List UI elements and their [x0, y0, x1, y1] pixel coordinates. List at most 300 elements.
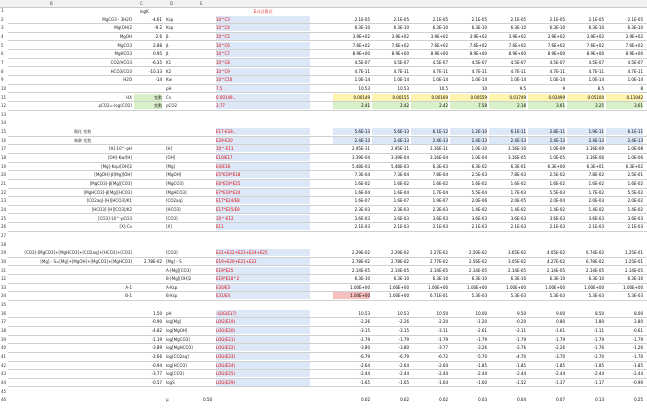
value-cell[interactable]: 6.1E-12 [411, 128, 448, 135]
row-number[interactable]: 9 [1, 77, 4, 83]
value-cell[interactable]: 8.9E+00 [469, 51, 487, 57]
value-cell[interactable]: 9 [562, 85, 565, 91]
value-cell[interactable]: 4.5E-07 [432, 59, 448, 65]
value-cell[interactable]: 5.3E-03 [510, 293, 526, 299]
value-cell[interactable]: 2.1E-05 [588, 16, 604, 22]
row-label[interactable]: HCO3/CO3 [110, 68, 132, 74]
value-cell[interactable]: 3.65E-02 [508, 250, 526, 256]
value-cell[interactable]: 8.5 [597, 85, 604, 91]
value-cell[interactable]: 1.0E-04 [471, 155, 487, 161]
value-cell[interactable]: 8.9E+00 [430, 51, 448, 57]
value-cell[interactable]: -3.11 [437, 328, 448, 334]
value-cell[interactable]: 1.00E+00 [584, 284, 604, 290]
row-label[interactable]: [Mg]・S=[Mg]+[MgOH]+[MgCO3]+[MgHCO3] [40, 258, 132, 264]
value-cell[interactable]: 2.14E-05 [625, 267, 643, 273]
value-cell[interactable]: 6.3E-10 [471, 25, 487, 31]
row-label[interactable]: [X]-Cv [119, 224, 132, 230]
logk-value[interactable]: 1.50 [153, 310, 162, 316]
value-cell[interactable]: 4.27E-02 [547, 258, 565, 264]
formula-cell[interactable]: 3.77 [216, 102, 310, 109]
value-cell[interactable]: 2.4E-13 [333, 137, 370, 144]
logk-label[interactable]: logK [140, 9, 149, 14]
logk-value[interactable]: -4.61 [151, 16, 162, 22]
value-cell[interactable]: 5.3E-03 [549, 293, 565, 299]
formula-heading[interactable]: Eの計算式 [254, 9, 273, 14]
value-cell[interactable]: -1.37 [554, 379, 565, 385]
value-cell[interactable]: 2.14E-05 [469, 267, 487, 273]
value-cell[interactable]: -1.20 [476, 319, 487, 325]
value-cell[interactable]: 3.05E-02 [508, 258, 526, 264]
row-number[interactable]: 8 [1, 68, 4, 74]
value-cell[interactable]: 1.4E-02 [549, 206, 565, 212]
formula-cell[interactable]: -LOG(E17) [216, 310, 310, 317]
value-cell[interactable]: 2.0E-04 [549, 198, 565, 204]
value-cell[interactable]: 10.53 [358, 310, 370, 316]
value-cell[interactable]: -2.26 [359, 319, 370, 325]
value-cell[interactable]: 3.6E-03 [432, 215, 448, 221]
symbol-cell[interactable]: [MgCO3] [166, 181, 184, 186]
row-label[interactable]: A-1 [125, 284, 132, 290]
value-cell[interactable]: 2.0E-05 [510, 198, 526, 204]
row-number[interactable]: 37 [1, 319, 7, 325]
value-cell[interactable]: -2.44 [593, 371, 604, 377]
value-cell[interactable]: 6.1E-11 [606, 128, 643, 135]
value-cell[interactable]: -3.15 [359, 328, 370, 334]
value-cell[interactable]: -2.44 [476, 371, 487, 377]
value-cell[interactable]: 2.1E-05 [354, 16, 370, 22]
formula-cell[interactable]: 10^-E12 [216, 215, 310, 222]
value-cell[interactable]: 7.3E-04 [354, 172, 370, 178]
logk-value[interactable]: -3.89 [151, 345, 162, 351]
row-label[interactable]: MgCO3・3H2O [102, 16, 132, 22]
value-cell[interactable]: 1.0E-08 [627, 146, 643, 152]
value-cell[interactable]: 10.53 [397, 310, 409, 316]
symbol-cell[interactable]: log[MgCO3] [166, 336, 190, 342]
value-cell[interactable]: 10 [481, 85, 487, 91]
mu-cell[interactable]: 0.13 [595, 397, 604, 403]
value-cell[interactable]: 8.00 [634, 310, 643, 316]
value-cell[interactable]: 1.2E-10 [450, 128, 487, 135]
state-variable-label[interactable]: 陽化 変数 [74, 129, 92, 135]
value-cell[interactable]: 6.3E-01 [510, 163, 526, 169]
row-number[interactable]: 46 [1, 397, 7, 403]
value-cell[interactable]: 8.9E+00 [625, 51, 643, 57]
logk-value[interactable]: -14 [155, 77, 162, 83]
value-cell[interactable]: 10.53 [397, 85, 409, 91]
value-cell[interactable]: 1.00E+00 [506, 284, 526, 290]
formula-cell[interactable]: 10^C3 [216, 16, 310, 23]
value-cell[interactable]: 1.00E+00 [350, 284, 370, 290]
value-cell[interactable]: -2.44 [515, 371, 526, 377]
value-cell[interactable]: -1.85 [515, 362, 526, 368]
row-label[interactable]: [HCO3]-[H][CO3]/K2 [91, 206, 132, 212]
formula-cell[interactable]: 7.5 [216, 85, 310, 92]
value-cell[interactable]: -1.65 [398, 379, 409, 385]
row-number[interactable]: 36 [1, 310, 7, 316]
symbol-cell[interactable]: log[Mg] [166, 319, 182, 325]
value-cell[interactable]: -2.70 [593, 354, 604, 359]
formula-cell[interactable]: LOG(E20) [216, 327, 310, 334]
row-number[interactable]: 23 [1, 198, 7, 204]
symbol-cell[interactable]: log[MgHCO3] [166, 345, 193, 351]
value-cell[interactable]: -1.79 [476, 336, 487, 342]
symbol-cell[interactable]: [H] [166, 146, 173, 152]
mu-cell[interactable]: 0.04 [517, 397, 526, 403]
value-cell[interactable]: 2.14E-05 [508, 267, 526, 273]
value-cell[interactable]: -6.79 [359, 354, 370, 359]
value-cell[interactable]: 3.16E-04 [430, 155, 448, 161]
value-cell[interactable]: -1.79 [515, 336, 526, 342]
value-cell[interactable]: 0.00559 [450, 94, 487, 101]
value-cell[interactable]: 8.9E+00 [586, 51, 604, 57]
value-cell[interactable]: -1.79 [632, 336, 643, 342]
value-cell[interactable]: 1.6E-02 [588, 181, 604, 186]
value-cell[interactable]: -0.90 [632, 379, 643, 385]
value-cell[interactable]: 2.5E-01 [627, 172, 643, 178]
formula-cell[interactable]: LOG(E29) [216, 379, 310, 386]
value-cell[interactable]: -1.70 [632, 354, 643, 359]
value-cell[interactable]: 1.4E-02 [627, 206, 643, 212]
formula-cell[interactable]: E19*E25 [216, 267, 310, 274]
value-cell[interactable]: 2.1E-03 [627, 224, 643, 230]
symbol-cell[interactable]: [X] [166, 224, 172, 230]
value-cell[interactable]: 2.3E-03 [432, 206, 448, 212]
row-label[interactable]: pCO2=-log(CO2) [98, 103, 132, 109]
value-cell[interactable]: 4.5E-07 [549, 59, 565, 65]
value-cell[interactable]: 7.6E+02 [352, 42, 370, 48]
value-cell[interactable]: 2.1E-03 [354, 224, 370, 230]
value-cell[interactable]: 10.50 [436, 310, 448, 316]
row-label[interactable]: [H]-10^-pH [108, 146, 132, 152]
row-number[interactable]: 33 [1, 284, 7, 290]
row-number[interactable]: 43 [1, 371, 7, 377]
row-number[interactable]: 30 [1, 258, 7, 264]
row-number[interactable]: 4 [1, 33, 4, 39]
value-cell[interactable]: 6.3E+01 [586, 163, 604, 169]
value-cell[interactable]: 3.6E-03 [627, 215, 643, 221]
formula-cell[interactable]: E17-E18... [216, 128, 310, 135]
value-cell[interactable]: 2.41 [333, 102, 370, 109]
row-number[interactable]: 28 [1, 241, 7, 247]
value-cell[interactable]: 6.3E-10 [549, 276, 565, 282]
value-cell[interactable]: -2.26 [554, 345, 565, 351]
value-cell[interactable]: 1.0E-14 [549, 77, 565, 83]
value-cell[interactable]: 1.0E-14 [393, 77, 409, 83]
row-number[interactable]: 2 [1, 16, 4, 22]
value-cell[interactable]: 2.1E-03 [393, 224, 409, 230]
symbol-cell[interactable]: β [166, 51, 169, 57]
row-number[interactable]: 14 [1, 120, 7, 126]
value-cell[interactable]: 3.9E+02 [586, 33, 604, 39]
value-cell[interactable]: 2.0E-03 [588, 198, 604, 204]
value-cell[interactable]: 2.42 [411, 102, 448, 109]
value-cell[interactable]: 4.7E-11 [627, 68, 643, 74]
value-cell[interactable]: 2.56E-02 [469, 258, 487, 264]
value-cell[interactable]: 0.00169 [411, 94, 448, 101]
value-cell[interactable]: 1.00E+00 [333, 292, 370, 299]
value-cell[interactable]: 7.6E+02 [469, 42, 487, 48]
symbol-cell[interactable]: [CO2aq] [166, 198, 183, 204]
value-cell[interactable]: 6.3E-10 [393, 25, 409, 31]
value-cell[interactable]: 2.4E-13 [411, 137, 448, 144]
value-cell[interactable]: -2.11 [515, 328, 526, 334]
value-cell[interactable]: 4.7E-11 [471, 68, 487, 74]
value-cell[interactable]: 1.00E+00 [545, 284, 565, 290]
value-cell[interactable]: 9.50 [517, 310, 526, 316]
value-cell[interactable]: 1.6E-02 [471, 181, 487, 186]
value-cell[interactable]: -1.79 [554, 336, 565, 342]
value-cell[interactable]: 7.8E-04 [432, 172, 448, 178]
value-cell[interactable]: 6.1E-11 [489, 128, 526, 135]
value-cell[interactable]: 6.3E-10 [354, 276, 370, 282]
symbol-cell[interactable]: pH [166, 85, 172, 91]
symbol-cell[interactable]: A-[Mg][CO3] [166, 267, 191, 273]
value-cell[interactable]: 4.7E-11 [549, 68, 565, 74]
value-cell[interactable]: 2.8E-11 [528, 128, 565, 135]
value-cell[interactable]: 7.6E+02 [508, 42, 526, 48]
symbol-cell[interactable]: K1 [166, 59, 172, 65]
logk-value[interactable]: 2.78E-02 [144, 258, 162, 264]
symbol-cell[interactable]: A-Ksp [166, 284, 178, 290]
value-cell[interactable]: 5.5E-04 [471, 189, 487, 195]
value-cell[interactable]: 7.6E+02 [391, 42, 409, 48]
value-cell[interactable]: 1.6E-04 [393, 189, 409, 195]
value-cell[interactable]: 5.6E-13 [333, 128, 370, 135]
formula-cell[interactable]: E10/E17 [216, 154, 310, 161]
value-cell[interactable]: 2.1E-03 [432, 224, 448, 230]
value-cell[interactable]: 6.3E-10 [432, 276, 448, 282]
value-cell[interactable]: 3.25 [567, 102, 604, 109]
value-cell[interactable]: 8.9E+00 [352, 51, 370, 57]
symbol-cell[interactable]: [CO3] [166, 215, 178, 221]
formula-cell[interactable]: LOG(E23) [216, 353, 310, 360]
value-cell[interactable]: 1.6E-02 [549, 181, 565, 186]
logk-value[interactable]: -0.90 [151, 319, 162, 325]
value-cell[interactable]: 1.25E-01 [625, 258, 643, 264]
formula-cell[interactable]: 10^C6 [216, 42, 310, 49]
value-cell[interactable]: 3.9E+02 [625, 33, 643, 39]
row-label[interactable]: [CO2aq]-[H][HCO3]/K1 [86, 198, 132, 204]
value-cell[interactable]: 5.48E-03 [352, 163, 370, 169]
value-cell[interactable]: 8 [640, 85, 643, 91]
value-cell[interactable]: -2.44 [398, 371, 409, 377]
row-label[interactable]: Mg(OH)2 [114, 25, 132, 31]
value-cell[interactable]: 6.78E-02 [586, 258, 604, 264]
value-cell[interactable]: 6.3E+02 [625, 163, 643, 169]
value-cell[interactable]: 7.6E+02 [430, 42, 448, 48]
value-cell[interactable]: 2.78E-02 [391, 258, 409, 264]
value-cell[interactable]: 3.61 [528, 102, 565, 109]
formula-cell[interactable]: E5*E19*E18 [216, 171, 310, 178]
value-cell[interactable]: 5.3E-03 [627, 293, 643, 299]
value-cell[interactable]: -1.85 [593, 362, 604, 368]
value-cell[interactable]: 3.61 [606, 102, 643, 109]
value-cell[interactable]: 1.0E-14 [432, 77, 448, 83]
value-cell[interactable]: 1.6E-02 [627, 181, 643, 186]
value-cell[interactable]: -1.85 [476, 362, 487, 368]
formula-cell[interactable]: 10^C7 [216, 50, 310, 57]
row-label[interactable]: MgHCO3 [114, 51, 132, 57]
value-cell[interactable]: 1.4E-02 [510, 206, 526, 212]
value-cell[interactable]: 1.00E+00 [428, 284, 448, 290]
row-number[interactable]: 45 [1, 388, 7, 394]
value-cell[interactable]: 2.0E-02 [627, 198, 643, 204]
value-cell[interactable]: 6.3E-02 [471, 163, 487, 169]
row-label[interactable]: MgCO3 [117, 42, 132, 48]
row-label[interactable]: [OH]-Kw/[H] [107, 155, 132, 161]
value-cell[interactable]: 8.9E+00 [547, 51, 565, 57]
value-cell[interactable]: 1.6E-07 [354, 198, 370, 204]
symbol-cell[interactable]: logS [166, 379, 175, 385]
formula-cell[interactable]: 0.00149... [216, 94, 310, 101]
row-number[interactable]: 34 [1, 293, 7, 299]
logk-value[interactable]: -10.33 [149, 68, 162, 74]
column-b-header[interactable]: B [50, 1, 53, 6]
value-cell[interactable]: 2.14E-05 [391, 267, 409, 273]
value-cell[interactable]: 1.0E-14 [354, 77, 370, 83]
row-label[interactable]: [CO3]-10^-pCO3 [98, 215, 132, 221]
value-cell[interactable]: 6.3E-10 [549, 25, 565, 31]
column-c-header[interactable]: C [140, 1, 143, 6]
logk-value[interactable]: 0.95 [153, 51, 162, 57]
value-cell[interactable]: -2.64 [398, 362, 409, 368]
value-cell[interactable]: 0.00155 [372, 94, 409, 101]
value-cell[interactable]: 2.4E-13 [450, 137, 487, 144]
row-number[interactable]: 10 [1, 85, 7, 91]
value-cell[interactable]: 4.5E-07 [627, 59, 643, 65]
value-cell[interactable]: 8.9E+00 [391, 51, 409, 57]
value-cell[interactable]: 2.1E-05 [510, 16, 526, 22]
value-cell[interactable]: 0.05100 [567, 94, 604, 101]
row-number[interactable]: 24 [1, 206, 7, 212]
row-label[interactable]: [MgCO3]-β[Mg][CO3] [89, 181, 132, 186]
value-cell[interactable]: 4.5E-07 [510, 59, 526, 65]
row-number[interactable]: 1 [1, 8, 4, 13]
value-cell[interactable]: 2.42 [372, 102, 409, 109]
value-cell[interactable]: 3.16E-10 [508, 146, 526, 152]
value-cell[interactable]: 1.7E-04 [432, 189, 448, 195]
value-cell[interactable]: 1.25E-01 [625, 250, 643, 256]
row-number[interactable]: 26 [1, 224, 7, 230]
value-cell[interactable]: 2.1E-03 [549, 224, 565, 230]
value-cell[interactable]: -3.26 [476, 345, 487, 351]
value-cell[interactable]: 4.7E-11 [588, 68, 604, 74]
value-cell[interactable]: 1.6E-02 [432, 181, 448, 186]
value-cell[interactable]: 2.1E-05 [471, 16, 487, 22]
value-cell[interactable]: 3.6E-03 [393, 215, 409, 221]
row-number[interactable]: 40 [1, 345, 7, 351]
value-cell[interactable]: 1.7E-03 [510, 189, 526, 195]
value-cell[interactable]: 1.80 [595, 319, 604, 325]
logk-value[interactable]: -0.94 [151, 362, 162, 368]
value-cell[interactable]: 2.4E-13 [606, 137, 643, 144]
value-cell[interactable]: 3.16E-11 [430, 146, 448, 152]
value-cell[interactable]: -2.64 [437, 362, 448, 368]
value-cell[interactable]: 2.3E-03 [393, 206, 409, 212]
value-cell[interactable]: -2.20 [437, 319, 448, 325]
value-cell[interactable]: -1.26 [632, 345, 643, 351]
symbol-cell[interactable]: pCO2 [166, 103, 178, 109]
formula-cell[interactable]: LOG(E24) [216, 362, 310, 369]
value-cell[interactable]: -0.61 [632, 328, 643, 334]
value-cell[interactable]: -6.79 [398, 354, 409, 359]
mu-cell[interactable]: 0.07 [556, 397, 565, 403]
value-cell[interactable]: 5.3E-03 [471, 293, 487, 299]
value-cell[interactable]: -2.44 [632, 371, 643, 377]
value-cell[interactable]: -2.76 [515, 345, 526, 351]
symbol-cell[interactable]: [OH] [166, 155, 176, 161]
value-cell[interactable]: 8.9E+00 [508, 51, 526, 57]
value-cell[interactable]: 6.3E-10 [393, 276, 409, 282]
row-label[interactable]: CO2/HCO3 [110, 59, 132, 65]
logk-value[interactable]: 2.88 [153, 42, 162, 48]
value-cell[interactable]: 2.4E-13 [528, 137, 565, 144]
value-cell[interactable]: 3.16E-05 [508, 155, 526, 161]
row-number[interactable]: 42 [1, 362, 7, 368]
value-cell[interactable]: 3.9E+02 [508, 33, 526, 39]
value-cell[interactable]: 2.14E-05 [547, 267, 565, 273]
row-number[interactable]: 18 [1, 155, 7, 161]
value-cell[interactable]: 3.39E-04 [391, 155, 409, 161]
symbol-cell[interactable]: log[HCO3] [166, 362, 187, 368]
logk-value[interactable]: 2.6 [155, 33, 162, 39]
value-cell[interactable]: -1.79 [593, 336, 604, 342]
value-cell[interactable]: 3.16E-06 [586, 155, 604, 161]
row-label[interactable]: B-1 [125, 293, 132, 299]
value-cell[interactable]: 1.9E-11 [567, 128, 604, 135]
value-cell[interactable]: 1.00E+00 [467, 284, 487, 290]
value-cell[interactable]: 4.5E-07 [588, 59, 604, 65]
value-cell[interactable]: 3.16E-09 [586, 146, 604, 152]
value-cell[interactable]: 7.6E+02 [625, 42, 643, 48]
symbol-cell[interactable]: [CO3] [166, 250, 178, 256]
value-cell[interactable]: 7.3E-04 [393, 172, 409, 178]
row-number[interactable]: 15 [1, 129, 7, 135]
value-cell[interactable]: 1.6E-07 [393, 198, 409, 204]
value-cell[interactable]: 2.29E-02 [352, 250, 370, 256]
formula-cell[interactable]: E17*E24/E8 [216, 197, 310, 204]
symbol-cell[interactable]: pH [166, 310, 172, 316]
row-number[interactable]: 38 [1, 328, 7, 334]
value-cell[interactable]: -1.85 [554, 362, 565, 368]
row-number[interactable]: 31 [1, 267, 7, 273]
value-cell[interactable]: 6.3E-10 [432, 25, 448, 31]
mu-cell[interactable]: 0.02 [439, 397, 448, 403]
value-cell[interactable]: 1.0E-14 [588, 77, 604, 83]
formula-cell[interactable]: E4/E18 [216, 163, 310, 170]
value-cell[interactable]: 6.3E+00 [547, 163, 565, 169]
row-number[interactable]: 13 [1, 111, 7, 117]
value-cell[interactable]: 2.14E-05 [352, 267, 370, 273]
value-cell[interactable]: 2.1E-03 [510, 224, 526, 230]
value-cell[interactable]: 1.9E-07 [432, 198, 448, 204]
value-cell[interactable]: 7.58 [450, 102, 487, 109]
formula-cell[interactable]: E30/E3 [216, 284, 310, 291]
value-cell[interactable]: 1.0E-10 [471, 146, 487, 152]
value-cell[interactable]: 1.7E-02 [588, 189, 604, 195]
row-number[interactable]: 12 [1, 103, 7, 109]
value-cell[interactable]: 6.3E-10 [627, 276, 643, 282]
row-number[interactable]: 21 [1, 181, 7, 186]
value-cell[interactable]: 2.14E-05 [586, 267, 604, 273]
row-number[interactable]: 3 [1, 25, 4, 31]
formula-cell[interactable]: E21+E22+E23+E24+E25 [216, 249, 310, 256]
value-cell[interactable]: -3.70 [554, 354, 565, 359]
value-cell[interactable]: 8.50 [595, 310, 604, 316]
formula-cell[interactable]: 10^C10 [216, 76, 310, 83]
value-cell[interactable]: 3.9E+02 [430, 33, 448, 39]
logk-value[interactable]: 変動 [134, 94, 162, 101]
